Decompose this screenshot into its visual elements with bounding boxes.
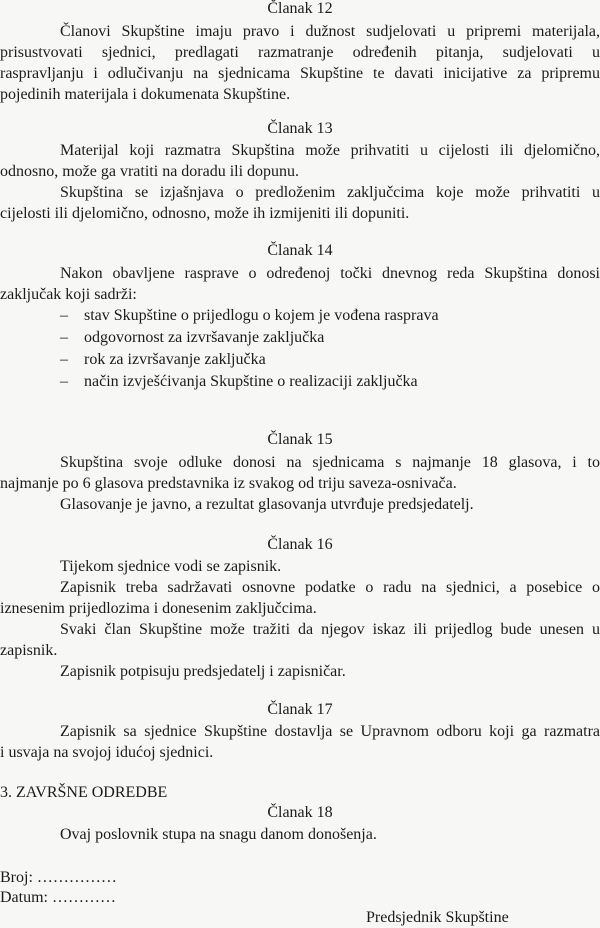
article-16-p2-line-1: Zapisnik treba sadržavati osnovne podatke o radu na sjednici, a posebice o: [60, 579, 600, 596]
article-13-p1-line-2: odnosno, može ga vratiti na doradu ili dopunu.: [0, 163, 300, 180]
article-17-line-1: Zapisnik sa sjednice Skupštine dostavlja se Upravnom odboru koji ga razmatra: [60, 723, 600, 740]
article-15-paragraph-1: [0, 452, 600, 494]
article-17-text: [0, 721, 600, 763]
article-13-paragraph-2: [0, 182, 600, 224]
article-17-line-2: i usvaja na svojoj idućoj sjednici.: [0, 744, 214, 761]
article-12-text: [0, 21, 600, 105]
article-13-p2-line-1: Skupština se izjašnjava o predloženim zaključcima koje može prihvatiti u: [60, 184, 600, 201]
signature-label: Predsjednik Skupštine: [366, 909, 509, 926]
article-12-line-4: pojedinih materijala i dokumenata Skupštine.: [0, 86, 291, 103]
article-13-p1-line-1: Materijal koji razmatra Skupština može prihvatiti u cijelosti ili djelomično,: [60, 142, 600, 159]
article-15-p1-line-2: najmanje po 6 glasova predstavnika iz svakog od triju saveza-osnivača.: [0, 475, 457, 492]
article-16-p2-line-2: iznesenim prijedlozima i donesenim zaključcima.: [0, 600, 317, 617]
article-18-text: Ovaj poslovnik stupa na snagu danom donošenja.: [60, 826, 377, 843]
article-12-line-2: prisustvovati sjednici, predlagati razmatranje određenih pitanja, sudjelovati u: [0, 44, 600, 61]
number-field: Broj: ……………: [0, 869, 117, 886]
list-item: – način izvješćivanja Skupštine o realizaciji zaključka: [60, 373, 418, 390]
article-16-p3-line-2: zapisnik.: [0, 642, 58, 659]
section-heading-final-provisions: 3. ZAVRŠNE ODREDBE: [0, 784, 168, 801]
article-14-intro-line-2: zaključak koji sadrži:: [0, 286, 137, 303]
article-15-p1-line-1: Skupština svoje odluke donosi na sjednicama s najmanje 18 glasova, i to: [60, 454, 600, 471]
article-16-paragraph-2: [0, 577, 600, 619]
article-12-title: Članak 12: [267, 0, 333, 17]
article-15-paragraph-2: Glasovanje je javno, a rezultat glasovanja utvrđuje predsjedatelj.: [60, 496, 474, 513]
list-item: – stav Skupštine o prijedlogu o kojem je vođena rasprava: [60, 307, 439, 324]
article-12-line-3: raspravljanju i odlučivanju na sjednicama Skupštine te davati inicijative za pripremu: [0, 65, 600, 82]
article-15-title: Članak 15: [267, 431, 333, 448]
article-14-title: Članak 14: [267, 242, 333, 259]
list-item: – rok za izvršavanje zaključka: [60, 351, 266, 368]
article-13-p2-line-2: cijelosti ili djelomično, odnosno, može ih izmijeniti ili dopuniti.: [0, 205, 410, 222]
article-16-title: Članak 16: [267, 536, 333, 553]
article-16-paragraph-1: Tijekom sjednice vodi se zapisnik.: [60, 558, 282, 575]
article-13-paragraph-1: [0, 140, 600, 182]
article-16-paragraph-3: [0, 619, 600, 661]
article-14-intro: [0, 263, 600, 305]
date-field: Datum: …………: [0, 889, 116, 906]
article-17-title: Članak 17: [267, 701, 333, 718]
article-14-intro-line-1: Nakon obavljene rasprave o određenoj točki dnevnog reda Skupština donosi: [60, 265, 600, 282]
article-16-p3-line-1: Svaki član Skupštine može tražiti da njegov iskaz ili prijedlog bude unesen u: [60, 621, 600, 638]
article-18-title: Članak 18: [267, 804, 333, 821]
article-12-line-1: Članovi Skupštine imaju pravo i dužnost sudjelovati u pripremi materijala,: [60, 23, 600, 40]
article-13-title: Članak 13: [267, 120, 333, 137]
list-item: – odgovornost za izvršavanje zaključka: [60, 329, 325, 346]
article-16-paragraph-4: Zapisnik potpisuju predsjedatelj i zapisničar.: [60, 663, 346, 680]
